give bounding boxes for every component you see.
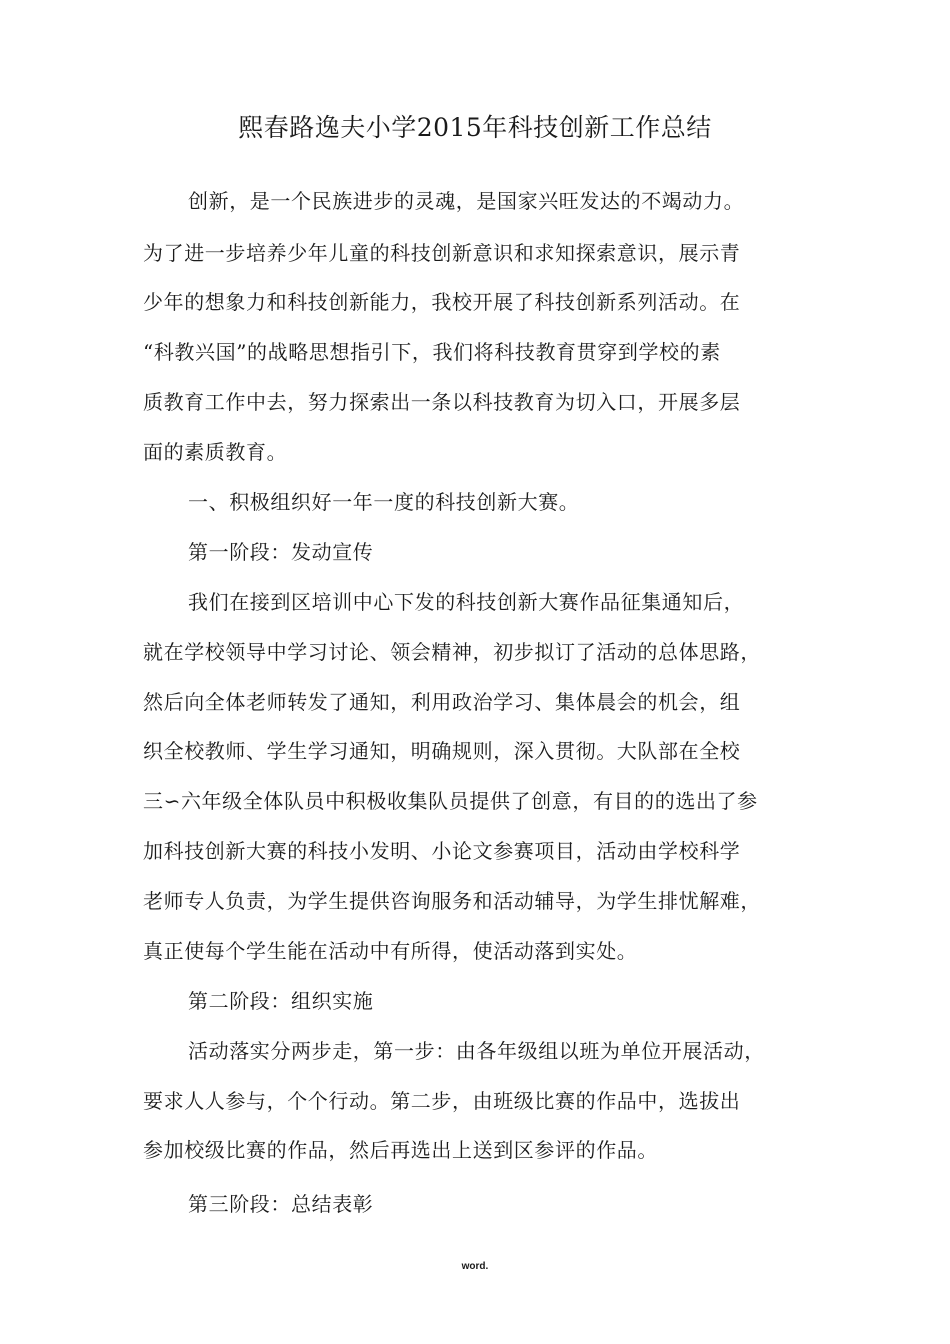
paragraph-line: 织全校教师、学生学习通知，明确规则，深入贯彻。大队部在全校 [143,739,741,763]
paragraph-line: 参加校级比赛的作品，然后再选出上送到区参评的作品。 [143,1138,658,1162]
paragraph-line: 活动落实分两步走，第一步：由各年级组以班为单位开展活动， [188,1039,765,1063]
paragraph-line: 三∽六年级全体队员中积极收集队员提供了创意，有目的的选出了参 [143,789,758,813]
paragraph-line: 要求人人参与，个个行动。第二步，由班级比赛的作品中，选拔出 [143,1089,741,1113]
paragraph-line: 然后向全体老师转发了通知，利用政治学习、集体晨会的机会，组 [143,690,741,714]
stage-heading: 第三阶段：总结表彰 [188,1192,374,1216]
paragraph-line: 就在学校领导中学习讨论、领会精神，初步拟订了活动的总体思路， [143,640,761,664]
paragraph-line: 加科技创新大赛的科技小发明、小论文参赛项目，活动由学校科学 [143,839,741,863]
section-heading: 一、积极组织好一年一度的科技创新大赛。 [188,490,580,514]
paragraph-line: 少年的想象力和科技创新能力，我校开展了科技创新系列活动。在 [143,290,741,314]
paragraph-line: 老师专人负责，为学生提供咨询服务和活动辅导，为学生排忧解难， [143,889,761,913]
stage-heading: 第一阶段：发动宣传 [188,540,374,564]
document-title: 熙春路逸夫小学2015年科技创新工作总结 [238,113,712,142]
stage-heading: 第二阶段：组织实施 [188,989,374,1013]
paragraph-line: 我们在接到区培训中心下发的科技创新大赛作品征集通知后， [188,590,745,614]
paragraph-line: “科教兴国”的战略思想指引下，我们将科技教育贯穿到学校的素 [143,340,721,364]
paragraph-line: 质教育工作中去，努力探索出一条以科技教育为切入口，开展多层 [143,390,741,414]
paragraph-line: 面的素质教育。 [143,440,288,464]
page-footer: word. [461,1261,489,1272]
paragraph-line: 为了进一步培养少年儿童的科技创新意识和求知探索意识，展示青 [143,241,741,265]
paragraph-line: 创新，是一个民族进步的灵魂，是国家兴旺发达的不竭动力。 [188,189,745,213]
paragraph-line: 真正使每个学生能在活动中有所得，使活动落到实处。 [143,939,638,963]
